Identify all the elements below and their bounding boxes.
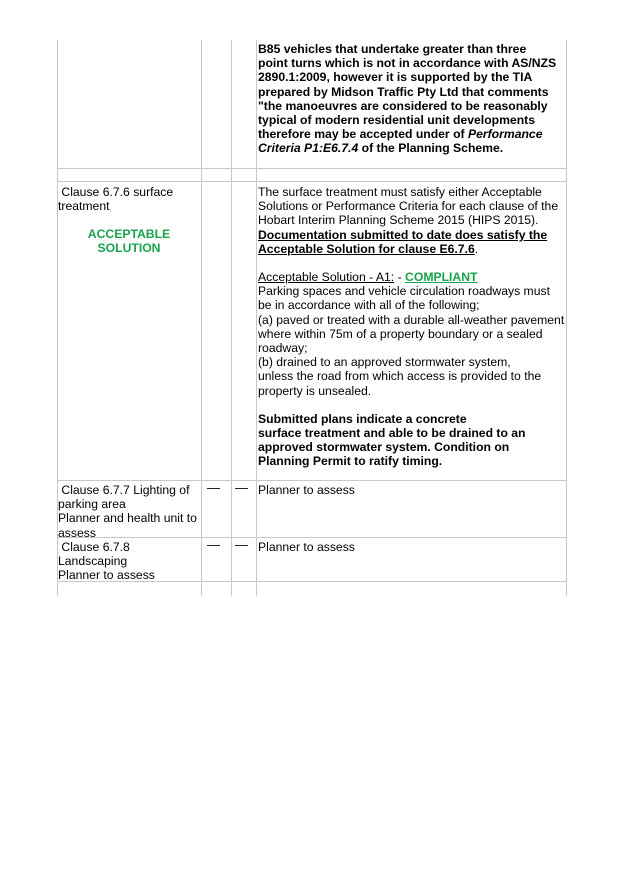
table-border-col2 <box>201 40 202 596</box>
landscaping-comment: Planner to assess <box>258 540 355 554</box>
surface-comment <box>258 185 568 469</box>
status-line: ACCEPTABLE <box>87 227 171 241</box>
req-line: (b) drained to an approved stormwater system, <box>258 355 511 370</box>
req-line: be in accordance with all of the following; <box>258 298 480 313</box>
summary-line: surface treatment and able to be drained to an <box>258 426 526 441</box>
req-line: (a) paved or treated with a durable all-weather pavement <box>258 312 565 327</box>
comment-line: "the manoeuvres are considered to be reasonably <box>258 98 548 113</box>
row-divider <box>57 480 567 481</box>
compliant-status: COMPLIANT <box>405 270 478 285</box>
req-line: where within 75m of a property boundary or a sealed <box>258 326 543 341</box>
row-divider <box>57 181 567 182</box>
comment-tail: of the Planning Scheme. <box>358 141 504 156</box>
req-line: unless the road from which access is provided to the <box>258 369 542 384</box>
clause-line: parking area <box>58 497 126 512</box>
comment-line <box>258 141 568 155</box>
intro-line: The surface treatment must satisfy either Acceptable <box>258 185 542 199</box>
row-divider <box>57 168 567 169</box>
summary-line: approved stormwater system. Condition on <box>258 440 510 455</box>
acceptable-solution-heading: Acceptable Solution - A1: - COMPLIANT <box>258 270 478 285</box>
performance-ref: Performance <box>467 127 543 142</box>
clause-line: Planner to assess <box>58 568 155 583</box>
comment-line <box>258 127 568 141</box>
dash-mark: — <box>235 480 248 495</box>
intro-line: Solutions or Performance Criteria for each clause of the <box>258 199 559 214</box>
dash-mark: — <box>235 537 248 552</box>
table-border-col4 <box>256 40 257 596</box>
req-line: Parking spaces and vehicle circulation roadways must <box>258 284 550 299</box>
comment-text: therefore may be accepted under of <box>258 127 468 142</box>
summary-line: Submitted plans indicate a concrete <box>258 411 467 426</box>
clause-676-label <box>58 185 200 213</box>
comment-line: point turns which is not in accordance with AS/NZS <box>258 56 557 71</box>
dash-mark: — <box>207 537 220 552</box>
table-border-col3 <box>231 40 232 596</box>
req-line: property is unsealed. <box>258 383 372 398</box>
lighting-comment: Planner to assess <box>258 483 355 497</box>
criteria-ref: Criteria P1:E6.7.4 <box>258 141 359 156</box>
comment-line: prepared by Midson Traffic Pty Ltd that comments <box>258 84 549 99</box>
comment-line: 2890.1:2009, however it is supported by the TIA <box>258 70 533 85</box>
doc-line: Acceptable Solution for clause E6.7.6. <box>258 241 479 256</box>
clause-677-label <box>58 483 200 540</box>
clause-line: Planner and health unit to <box>58 511 197 526</box>
dash-mark: — <box>207 480 220 495</box>
clause-line: Clause 6.7.8 <box>61 540 130 554</box>
doc-line: Documentation submitted to date does satisfy the <box>258 227 548 242</box>
clause-line: Clause 6.7.6 surface <box>61 185 174 199</box>
status-line: SOLUTION <box>97 241 161 256</box>
clause-678-label <box>58 540 200 583</box>
acceptable-solution-status <box>58 227 200 255</box>
top-row-comment <box>258 42 568 156</box>
intro-line: Hobart Interim Planning Scheme 2015 (HIPS 2015). <box>258 213 539 228</box>
clause-line: treatment <box>58 199 110 214</box>
clause-line: Landscaping <box>58 554 128 569</box>
comment-line: typical of modern residential unit developments <box>258 113 535 128</box>
req-line: roadway; <box>258 341 308 356</box>
clause-line: Clause 6.7.7 Lighting of <box>61 483 190 497</box>
clause-line: assess <box>58 525 96 540</box>
summary-line: Planning Permit to ratify timing. <box>258 454 443 469</box>
comment-line: B85 vehicles that undertake greater than three <box>258 42 527 56</box>
